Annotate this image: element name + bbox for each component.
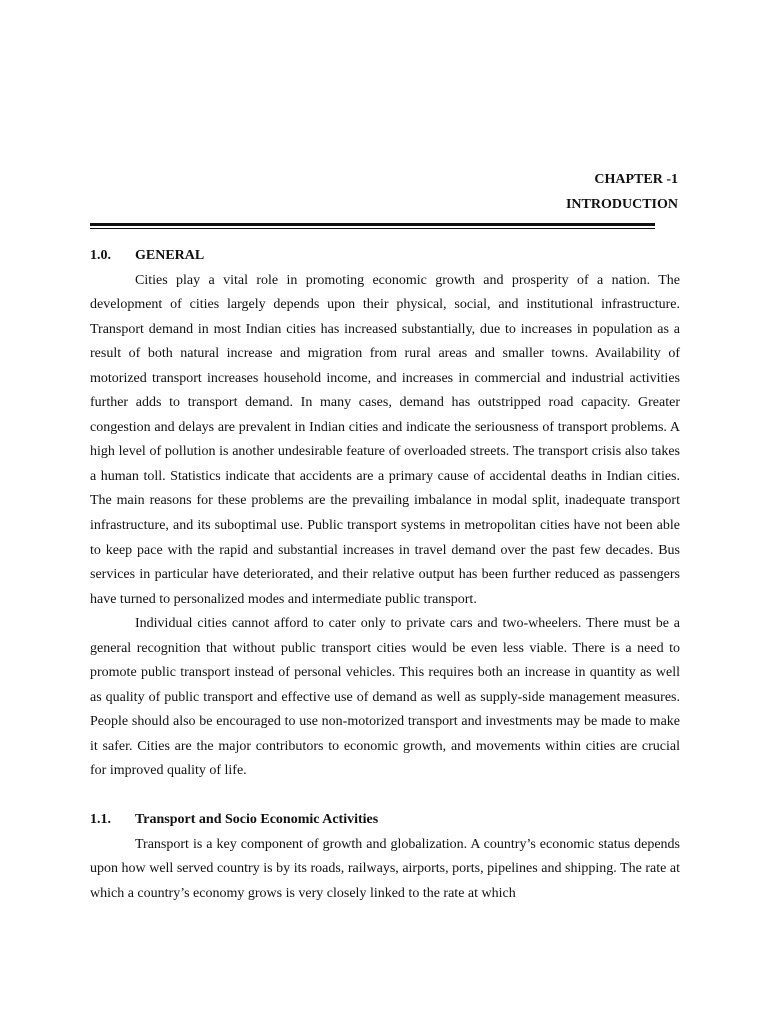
paragraph: Cities play a vital role in promoting economic growth and prosperity of a nation. The development of cities largely depends upon their physical, social, and institutional infrastructure. Transport demand in most Indian cities has increased substantially, due to increases in population as a result of both natural increase and migration from rural areas and smaller towns. Availability of motorized transport increases household income, and increases in commercial and industrial activities further adds to transport demand. In many cases, demand has outstripped road capacity. Greater congestion and delays are prevalent in Indian cities and indicate the seriousness of transport problems. A high level of pollution is another undesirable feature of overloaded streets. The transport crisis also takes a human toll. Statistics indicate that accidents are a primary cause of accidental deaths in Indian cities. The main reasons for these problems are the prevailing imbalance in modal split, inadequate transport infrastructure, and its suboptimal use. Public transport systems in metropolitan cities have not been able to keep pace with the rapid and substantial increases in travel demand over the past few decades. Bus services in particular have deteriorated, and their relative output has been further reduced as passengers have turned to personalized modes and intermediate public transport.: [90, 272, 680, 607]
section-heading: [90, 808, 680, 833]
header-rule-thick: [90, 223, 655, 226]
chapter-number: CHAPTER -1: [594, 172, 678, 187]
section-spacer: [90, 784, 680, 808]
document-body: [90, 244, 680, 906]
paragraph: Individual cities cannot afford to cater only to private cars and two-wheelers. There must be a general recognition that without public transport cities would be even less viable. There is a need to promote public transport instead of personal vehicles. This requires both an increase in quantity as well as quality of public transport and effective use of demand as well as supply-side management measures. People should also be encouraged to use non-motorized transport and investments may be made to make it safer. Cities are the major contributors to economic growth, and movements within cities are crucial for improved quality of life.: [90, 616, 680, 779]
section-title: GENERAL: [135, 248, 205, 263]
section-heading: [90, 244, 680, 269]
section-number: 1.1.: [90, 812, 111, 828]
paragraph: Transport is a key component of growth and globalization. A country’s economic status depends upon how well served country is by its roads, railways, airports, ports, pipelines and shipping. The rate at which a country’s economy grows is very closely linked to the rate at which: [90, 836, 680, 901]
chapter-title: INTRODUCTION: [565, 197, 678, 212]
section-title: Transport and Socio Economic Activities: [135, 812, 379, 828]
header-rule-thin: [90, 228, 655, 229]
section-number: 1.0.: [90, 248, 111, 263]
